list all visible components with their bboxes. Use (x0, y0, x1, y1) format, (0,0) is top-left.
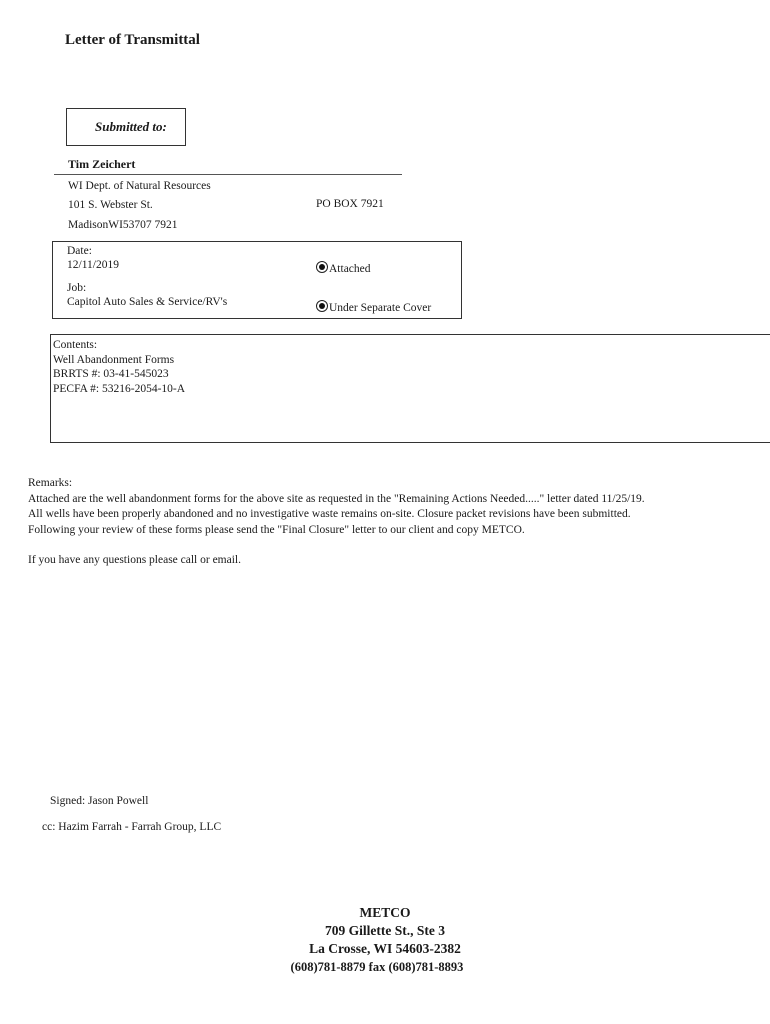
recipient-org: WI Dept. of Natural Resources (68, 180, 211, 192)
option-attached (316, 261, 371, 276)
remarks-line: Following your review of these forms please send the "Final Closure" letter to our client and copy METCO. (28, 523, 525, 536)
date-value: 12/11/2019 (67, 259, 119, 271)
contents-line: Well Abandonment Forms (53, 353, 175, 366)
footer-phone: (608)781-8879 fax (608)781-8893 (290, 960, 464, 974)
option-attached-label: Attached (329, 263, 371, 275)
footer-company: METCO (359, 905, 411, 920)
document-title: Letter of Transmittal (65, 32, 200, 48)
separate-cover-radio-icon (316, 300, 328, 312)
contents-box (50, 334, 770, 443)
recipient-name: Tim Zeichert (68, 157, 136, 171)
remarks-section (28, 476, 768, 569)
option-separate-cover (316, 300, 431, 315)
contents-line: PECFA #: 53216-2054-10-A (53, 382, 186, 395)
footer-street: 709 Gillette St., Ste 3 (325, 923, 445, 938)
remarks-line: Attached are the well abandonment forms for the above site as requested in the "Remaining Actions Needed....." letter dated 11/25/19. (28, 492, 645, 505)
submitted-to-box (66, 108, 186, 146)
date-label: Date: (67, 245, 92, 257)
contents-line: BRRTS #: 03-41-545023 (53, 368, 169, 380)
remarks-closing: If you have any questions please call or email. (28, 554, 241, 566)
attached-radio-icon (316, 261, 328, 273)
remarks-label: Remarks: (28, 477, 73, 489)
contents-label: Contents: (53, 339, 98, 351)
signed-line: Signed: Jason Powell (50, 795, 149, 807)
cc-line: cc: Hazim Farrah - Farrah Group, LLC (42, 821, 222, 833)
footer-city: La Crosse, WI 54603-2382 (309, 941, 461, 956)
recipient-divider (54, 174, 402, 175)
job-label: Job: (67, 282, 87, 294)
date-job-box (52, 241, 462, 319)
recipient-city: MadisonWI53707 7921 (68, 219, 178, 231)
submitted-to-label: Submitted to: (95, 119, 167, 134)
recipient-po-box: PO BOX 7921 (316, 198, 384, 210)
job-value: Capitol Auto Sales & Service/RV's (67, 296, 228, 308)
option-separate-label: Under Separate Cover (329, 302, 432, 314)
recipient-street: 101 S. Webster St. (68, 199, 153, 211)
remarks-line: All wells have been properly abandoned and no investigative waste remains on-site. Closure packet revisions have been submitted. (28, 508, 631, 520)
